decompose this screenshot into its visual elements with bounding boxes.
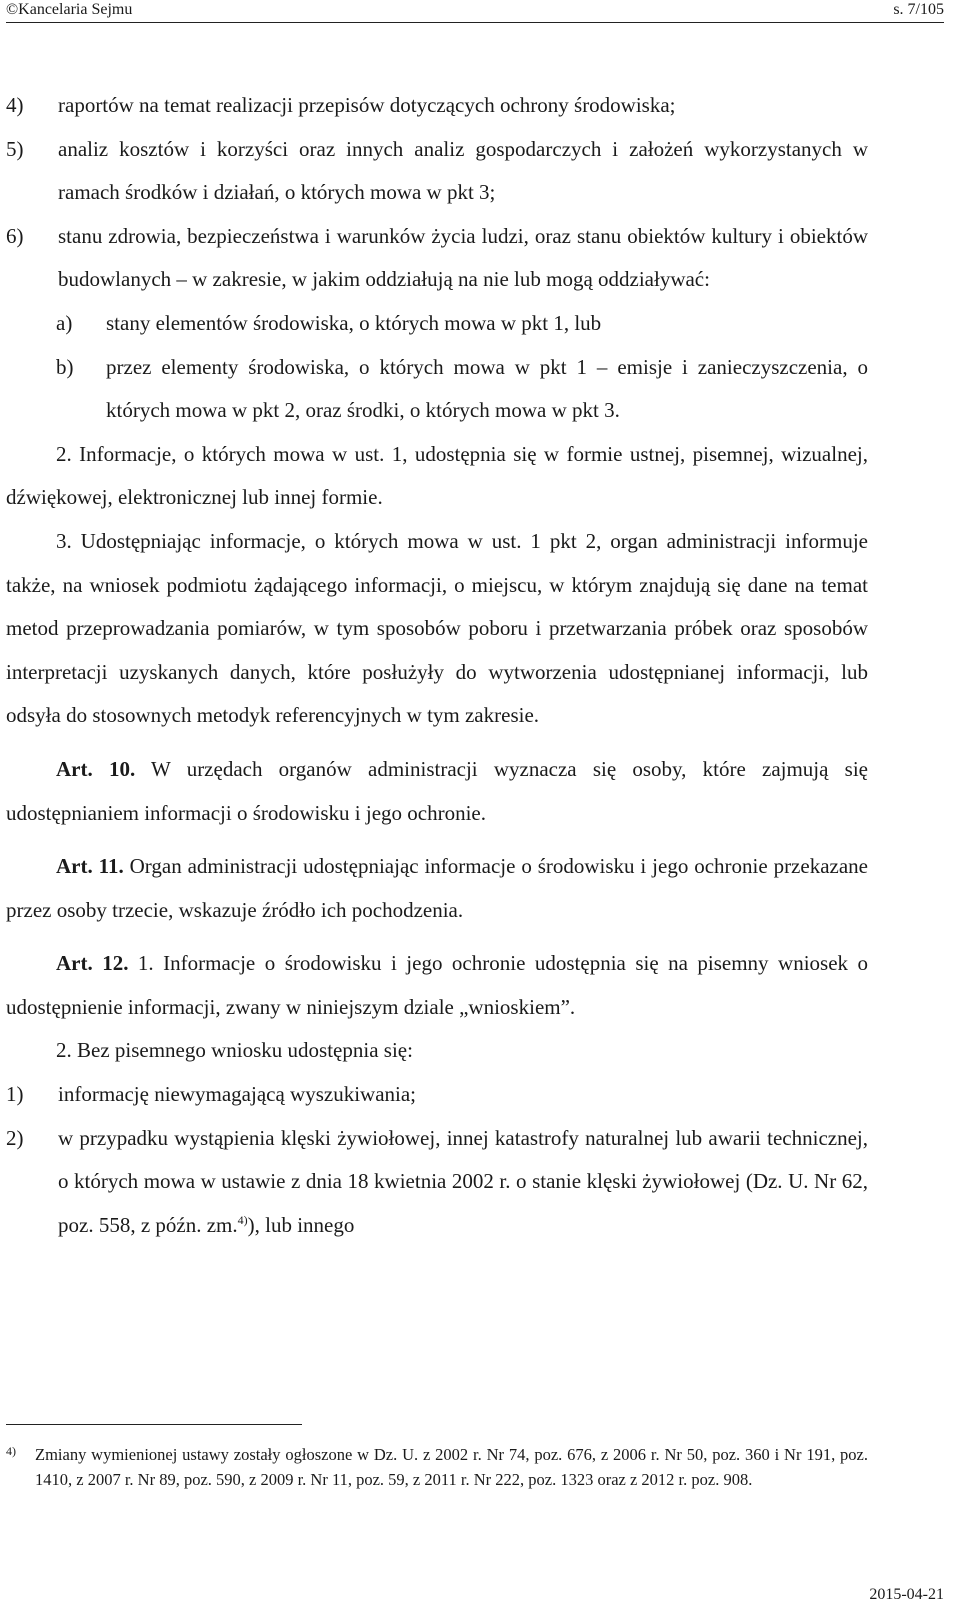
article-11: [6, 845, 868, 932]
footnote-text: Zmiany wymienionej ustawy zostały ogłoszone w Dz. U. z 2002 r. Nr 74, poz. 676, z 2006 r. Nr 50, poz. 360 i Nr 191, poz. 1410, z 2007 r. Nr 89, poz. 590, z 2009 r. Nr 11, poz. 59, z 2011 r. Nr 222, poz. 1323 oraz z 2012 r. poz. 908.: [35, 1445, 868, 1489]
document-date: 2015-04-21: [869, 1586, 944, 1603]
item-text: stanu zdrowia, bezpieczeństwa i warunków życia ludzi, oraz stanu obiektów kultury i obiektów budowlanych – w zakresie, w jakim oddziałują na nie lub mogą oddziaływać:: [58, 223, 868, 292]
item-text-continued: ), lub innego: [247, 1212, 355, 1237]
list-item: [6, 215, 868, 302]
article-12: [6, 942, 868, 1029]
footnote-mark: 4): [6, 1444, 16, 1458]
list-item: [6, 128, 868, 215]
item-text: raportów na temat realizacji przepisów dotyczących ochrony środowiska;: [58, 93, 676, 117]
sub-item-text: przez elementy środowiska, o których mowa w pkt 1 – emisje i zanieczyszczenia, o których mowa w pkt 2, oraz środki, o których mowa w pkt 3.: [106, 354, 868, 423]
page-header: [6, 0, 944, 23]
sub-item-letter: a): [56, 310, 73, 335]
article-text: Organ administracji udostępniając informacje o środowisku i jego ochronie przekazane przez osoby trzecie, wskazuje źródło ich pochodzenia.: [6, 854, 868, 922]
sub-item: [6, 346, 868, 433]
article-text: 1. Informacje o środowisku i jego ochronie udostępnia się na pisemny wniosek o udostępnienie informacji, zwany w niniejszym dziale „wnioskiem”.: [6, 951, 868, 1019]
item-text: analiz kosztów i korzyści oraz innych analiz gospodarczych i założeń wykorzystanych w ramach środków i działań, o których mowa w pkt 3;: [58, 136, 868, 205]
item-text: informację niewymagającą wyszukiwania;: [58, 1082, 417, 1107]
item-number: 2): [6, 1125, 24, 1150]
item-number: 1): [6, 1082, 24, 1107]
article-10: [6, 748, 868, 835]
article-label: Art. 11.: [56, 854, 124, 879]
sub-item-text: stany elementów środowiska, o których mowa w pkt 1, lub: [106, 310, 602, 335]
article-label: Art. 12.: [56, 951, 129, 976]
sub-item: [6, 302, 868, 346]
list-item: [6, 84, 868, 128]
list-item: [6, 1073, 868, 1117]
footnote-separator: [6, 1424, 302, 1425]
item-number: 5): [6, 136, 24, 161]
item-number: 6): [6, 223, 24, 248]
paragraph-art12-ust2: 2. Bez pisemnego wniosku udostępnia się:: [56, 1038, 413, 1063]
item-number: 4): [6, 93, 24, 117]
item-text: w przypadku wystąpienia klęski żywiołowej, innej katastrofy naturalnej lub awarii technicznej, o których mowa w ustawie z dnia 18 kwietnia 2002 r. o stanie klęski żywiołowej (Dz. U. Nr 62, poz. 558, z późn. zm.: [58, 1125, 868, 1237]
document-body: [6, 84, 868, 1247]
header-source: ©Kancelaria Sejmu: [6, 1, 133, 18]
footnote: [6, 1443, 868, 1492]
paragraph-ust2: 2. Informacje, o których mowa w ust. 1, udostępnia się w formie ustnej, pisemnej, wizualnej, dźwiękowej, elektronicznej lub innej formie.: [6, 441, 868, 510]
footnote-reference[interactable]: 4): [237, 1212, 248, 1227]
page-number: s. 7/105: [893, 1, 944, 18]
paragraph-ust3: 3. Udostępniając informacje, o których mowa w ust. 1 pkt 2, organ administracji informuje także, na wniosek podmiotu żądającego informacji, o miejscu, w którym znajdują się dane na temat metod przeprowadzania pomiarów, w tym sposobów poboru i przetwarzania próbek oraz sposobów interpretacji uzyskanych danych, które posłużyły do wytworzenia udostępnianej informacji, lub odsyła do stosownych metodyk referencyjnych w tym zakresie.: [6, 528, 868, 728]
list-item: [6, 1117, 868, 1248]
article-text: W urzędach organów administracji wyznacza się osoby, które zajmują się udostępnianiem informacji o środowisku i jego ochronie.: [6, 756, 869, 825]
sub-item-letter: b): [56, 354, 74, 379]
article-label: Art. 10.: [56, 756, 136, 781]
